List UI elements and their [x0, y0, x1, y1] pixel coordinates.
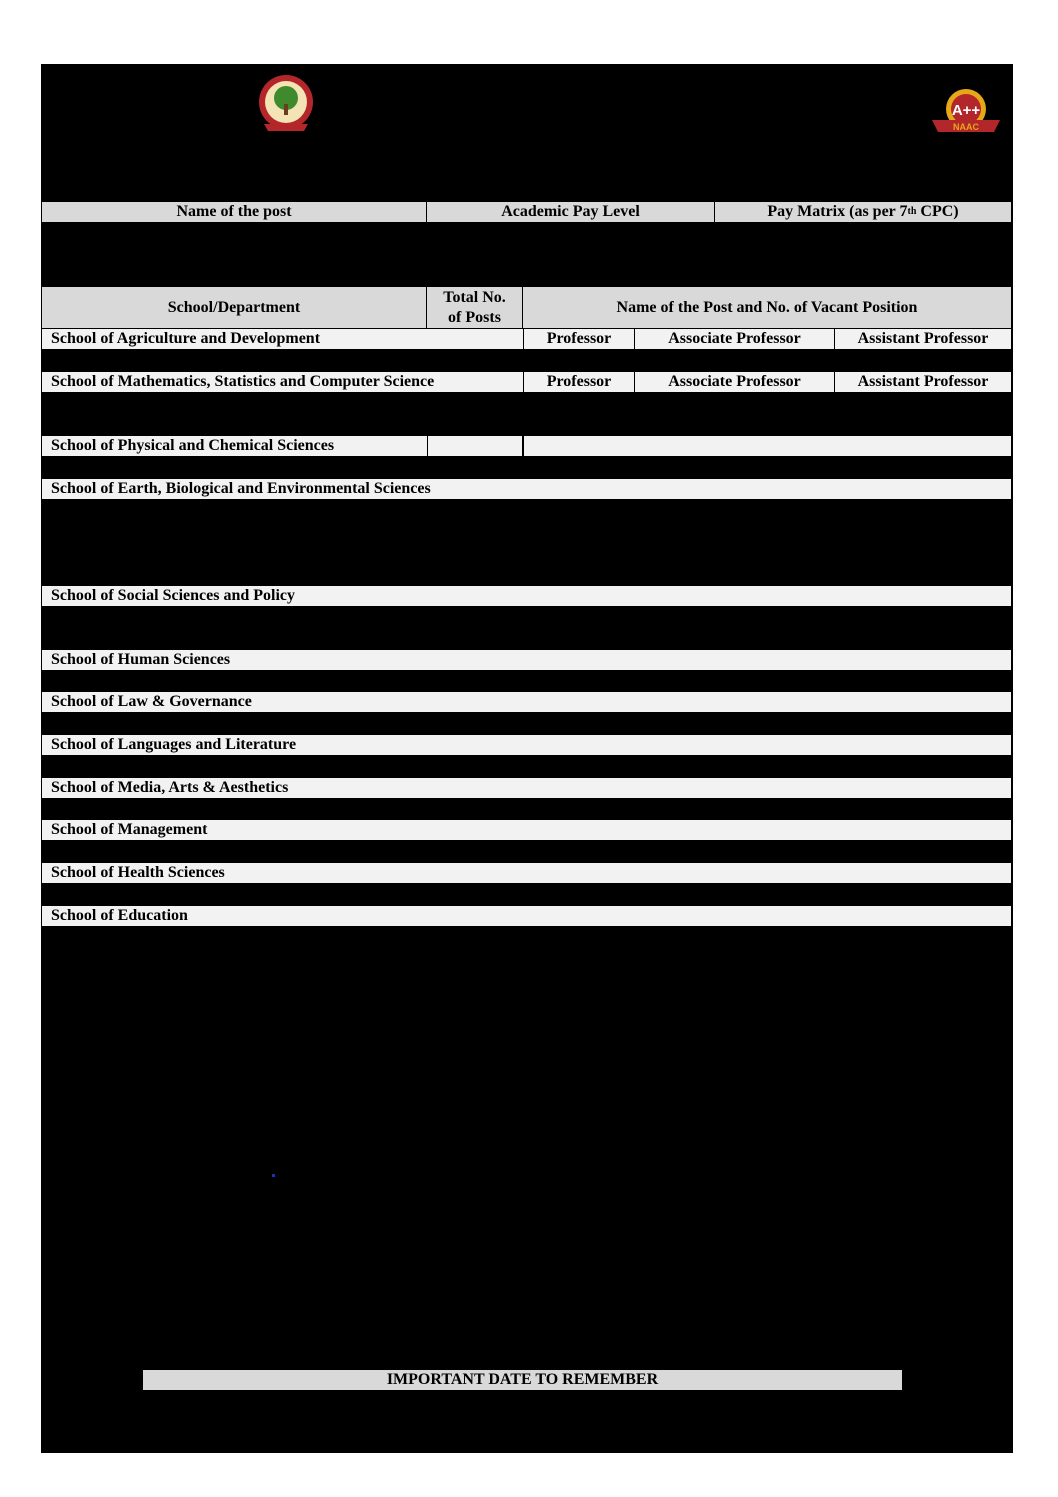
post-label-assistant-professor: Assistant Professor: [835, 329, 1011, 349]
school-row-education: School of Education: [42, 906, 1011, 926]
vacancy-cell: [524, 436, 1011, 456]
university-emblem-logo: [254, 72, 318, 136]
advertisement-page: [41, 64, 1013, 1453]
school-row-law-governance: School of Law & Governance: [42, 692, 1011, 712]
naac-badge-logo: [930, 86, 1002, 138]
vacancy-header-posts: Name of the Post and No. of Vacant Position: [523, 287, 1011, 328]
school-row-mathematics: School of Mathematics, Statistics and Computer Science: [42, 372, 523, 392]
school-row-media-arts: School of Media, Arts & Aesthetics: [42, 778, 1011, 798]
naac-grade-text: A++: [951, 102, 981, 119]
school-row-languages-literature: School of Languages and Literature: [42, 735, 1011, 755]
pay-header-post-name: Name of the post: [42, 202, 427, 222]
pay-header-pay-matrix: Pay Matrix (as per 7 th CPC): [715, 202, 1011, 222]
school-row-physical-chemical: School of Physical and Chemical Sciences: [42, 436, 427, 456]
naac-label-text: NAAC: [953, 122, 979, 132]
post-label-assistant-professor: Assistant Professor: [835, 372, 1011, 392]
important-date-heading: IMPORTANT DATE TO REMEMBER: [143, 1370, 902, 1390]
school-row-human-sciences: School of Human Sciences: [42, 650, 1011, 670]
link-marker: [272, 1174, 275, 1177]
post-label-professor: Professor: [524, 329, 635, 349]
post-label-associate-professor: Associate Professor: [635, 329, 835, 349]
total-posts-cell: [428, 436, 522, 456]
school-row-agriculture: School of Agriculture and Development: [42, 329, 523, 349]
school-row-health-sciences: School of Health Sciences: [42, 863, 1011, 883]
post-label-associate-professor: Associate Professor: [635, 372, 835, 392]
school-row-management: School of Management: [42, 820, 1011, 840]
post-label-professor: Professor: [524, 372, 635, 392]
school-row-earth-biological: School of Earth, Biological and Environmental Sciences: [42, 479, 1011, 499]
pay-header-academic-level: Academic Pay Level: [427, 202, 715, 222]
school-row-social-sciences: School of Social Sciences and Policy: [42, 586, 1011, 606]
vacancy-header-total-posts: Total No. of Posts: [427, 287, 523, 328]
vacancy-header-department: School/Department: [42, 287, 427, 328]
